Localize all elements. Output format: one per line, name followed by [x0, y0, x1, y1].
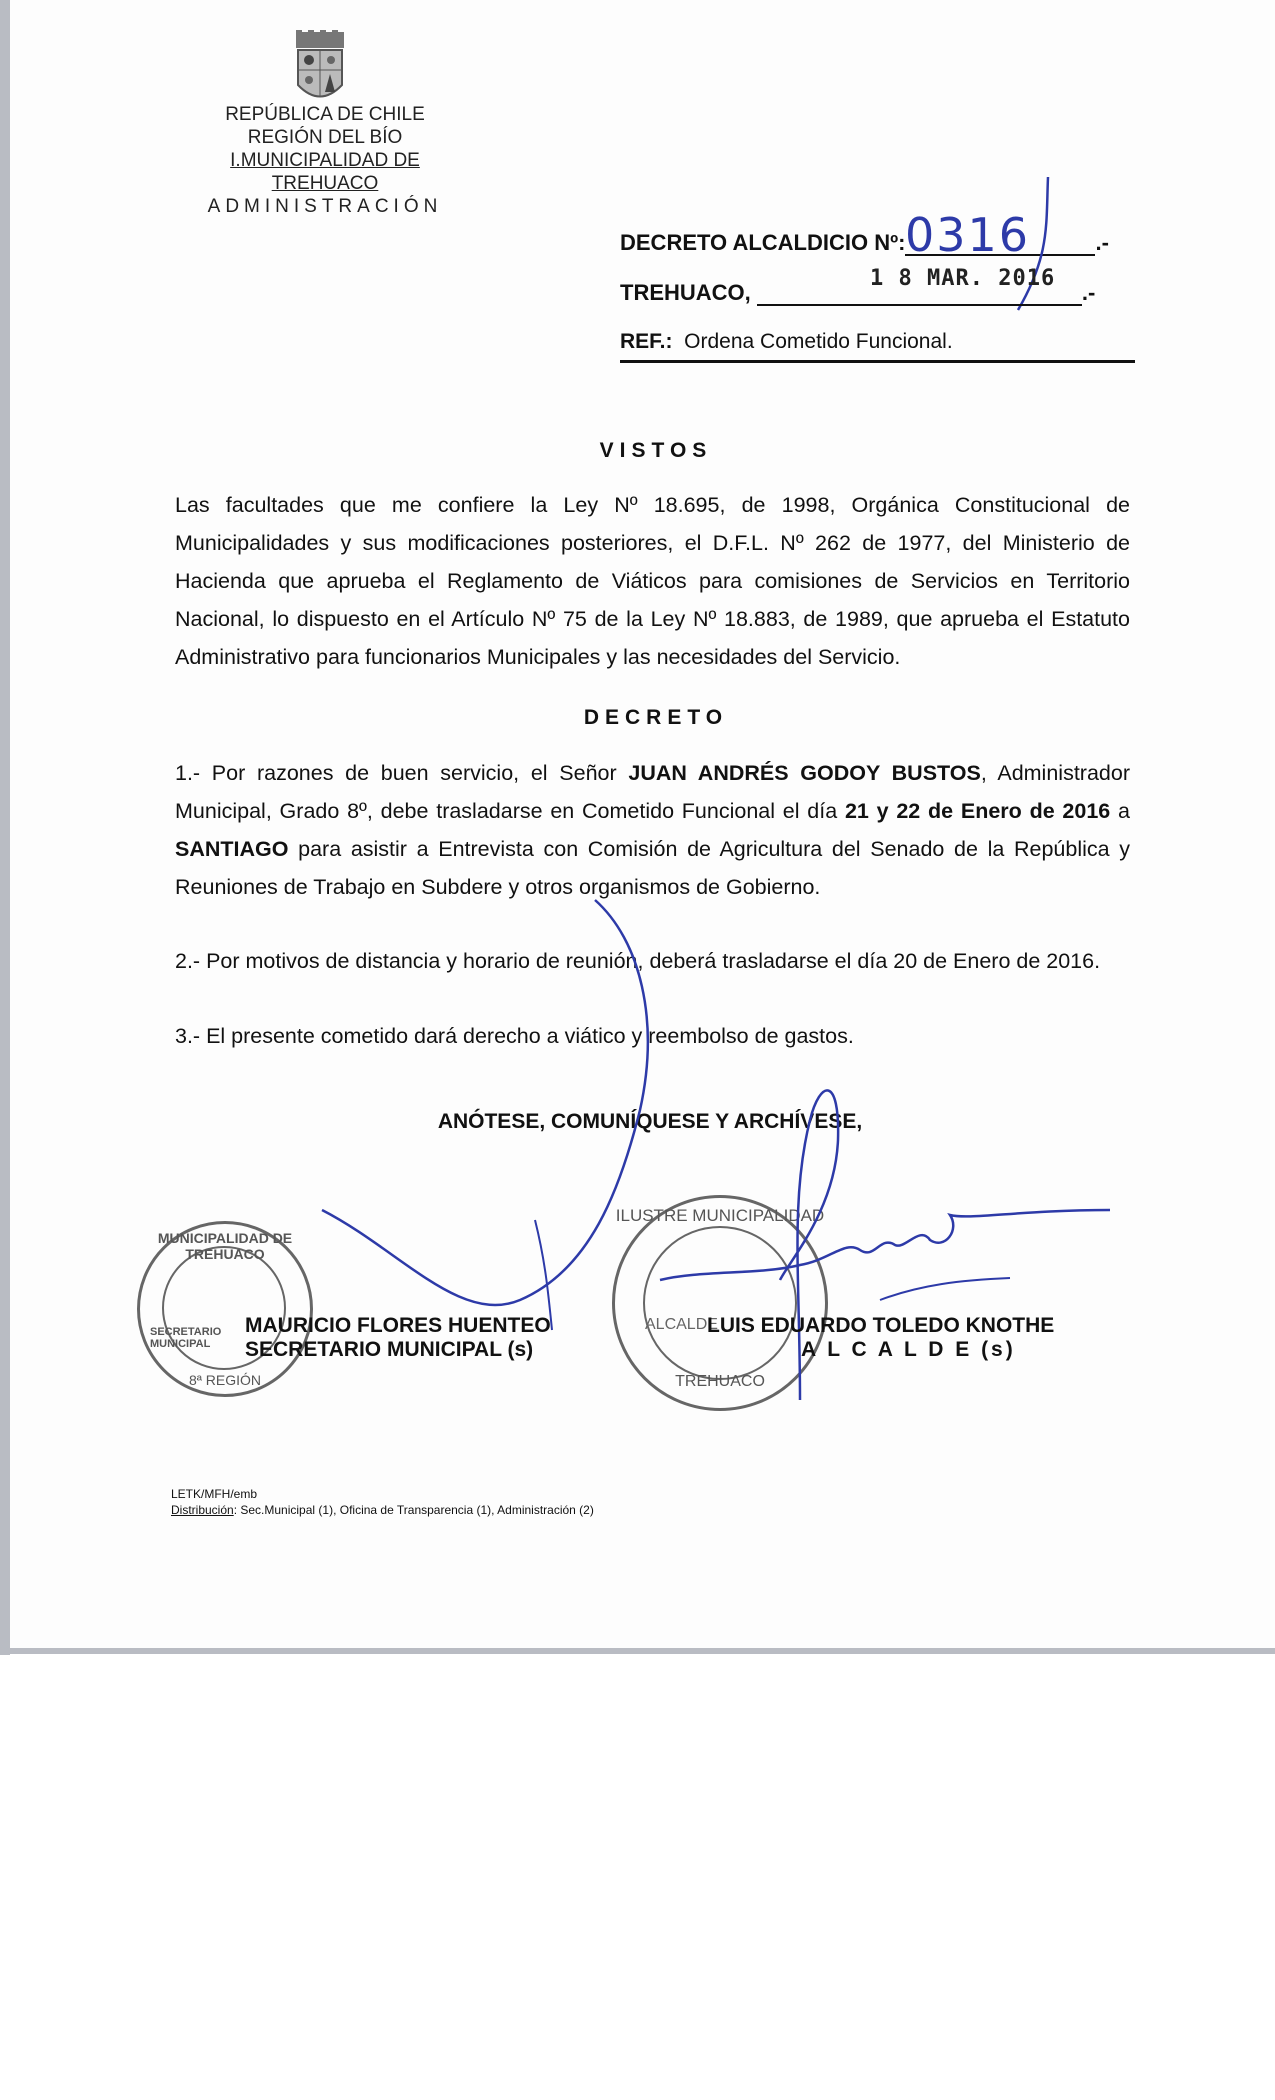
footer-distribution — [171, 1502, 594, 1518]
item1-text: , Administrador Municipal, Grado 8º, debe trasladarse en Cometido Funcional el día — [175, 761, 1130, 823]
place-label: TREHUACO, — [620, 280, 751, 305]
distribution-label: Distribución — [171, 1503, 234, 1517]
seal-ring-text: MUNICIPALIDAD DE TREHUACO — [157, 1230, 293, 1262]
official-name: JUAN ANDRÉS GODOY BUSTOS — [628, 761, 981, 785]
vistos-heading: VISTOS — [599, 439, 713, 462]
footer-initials: LETK/MFH/emb — [171, 1487, 258, 1501]
secretary-title: SECRETARIO MUNICIPAL (s) — [245, 1338, 534, 1361]
distribution-text: : Sec.Municipal (1), Oficina de Transparencia (1), Administración (2) — [233, 1503, 594, 1517]
item1-text: 1.- Por razones de buen servicio, el Señor — [175, 761, 629, 785]
destination: SANTIAGO — [175, 837, 289, 861]
closing-formula: ANÓTESE, COMUNÍQUESE Y ARCHÍVESE, — [437, 1110, 863, 1133]
handwritten-signatures — [0, 880, 1275, 1420]
suffix: .- — [1081, 280, 1096, 305]
decree-number-handwritten: 0316 — [905, 208, 1031, 262]
seal-inner-text: SECRETARIO MUNICIPAL — [150, 1326, 222, 1350]
decree-item-2: 2.- Por motivos de distancia y horario de reunión, deberá trasladarse el día 20 de Enero de 2016. — [175, 949, 1101, 973]
ref-label: REF.: — [620, 330, 673, 353]
seal-inner-text: ALCALDE — [645, 1316, 718, 1333]
seal-bottom-text: 8ª REGIÓN — [188, 1372, 262, 1388]
mayor-title: A L C A L D E (s) — [801, 1338, 1016, 1361]
secretary-name: MAURICIO FLORES HUENTEO — [245, 1314, 551, 1337]
vistos-paragraph: Las facultades que me confiere la Ley Nº 18.695, de 1998, Orgánica Constitucional de Municipalidades y sus modificaciones posteriores, el D.F.L. Nº 262 de 1977, del Ministerio de Hacienda que aprueba el Reglamento de Viáticos para comisiones de Servicios en Territorio Nacional, lo dispuesto en el Artículo Nº 75 de la Ley Nº 18.883, de 1989, que aprueba el Estatuto Administrativo para funcionarios Municipales y las necesidades del Servicio. — [175, 493, 1130, 669]
decree-item-3: 3.- El presente cometido dará derecho a viático y reembolso de gastos. — [175, 1024, 854, 1048]
decree-number-label: DECRETO ALCALDICIO Nº: — [620, 230, 906, 255]
letterhead-municipality: I.MUNICIPALIDAD DE TREHUACO — [230, 150, 420, 194]
seal-bottom-text: TREHUACO — [675, 1373, 765, 1390]
letterhead — [200, 103, 450, 218]
reference-line — [620, 330, 1135, 363]
seal-ring-text: ILUSTRE MUNICIPALIDAD — [615, 1206, 825, 1225]
coat-of-arms-logo — [290, 30, 350, 105]
decreto-heading: DECRETO — [583, 706, 729, 729]
scan-edge-bottom — [0, 1648, 1275, 1654]
item1-text: a — [1110, 799, 1130, 823]
letterhead-country: REPÚBLICA DE CHILE — [225, 104, 425, 125]
ref-text: Ordena Cometido Funcional. — [684, 330, 953, 353]
date-stamp: 1 8 MAR. 2016 — [870, 266, 1056, 291]
letterhead-region: REGIÓN DEL BÍO — [247, 127, 403, 148]
item1-text: para asistir a Entrevista con Comisión de Agricultura del Senado de la República y Reuniones de Trabajo en Subdere y otros organismos de Gobierno. — [175, 837, 1130, 899]
travel-dates: 21 y 22 de Enero de 2016 — [844, 799, 1111, 823]
suffix: .- — [1095, 230, 1109, 255]
letterhead-department: ADMINISTRACIÓN — [207, 196, 443, 217]
mayor-name: LUIS EDUARDO TOLEDO KNOTHE — [707, 1314, 1055, 1337]
